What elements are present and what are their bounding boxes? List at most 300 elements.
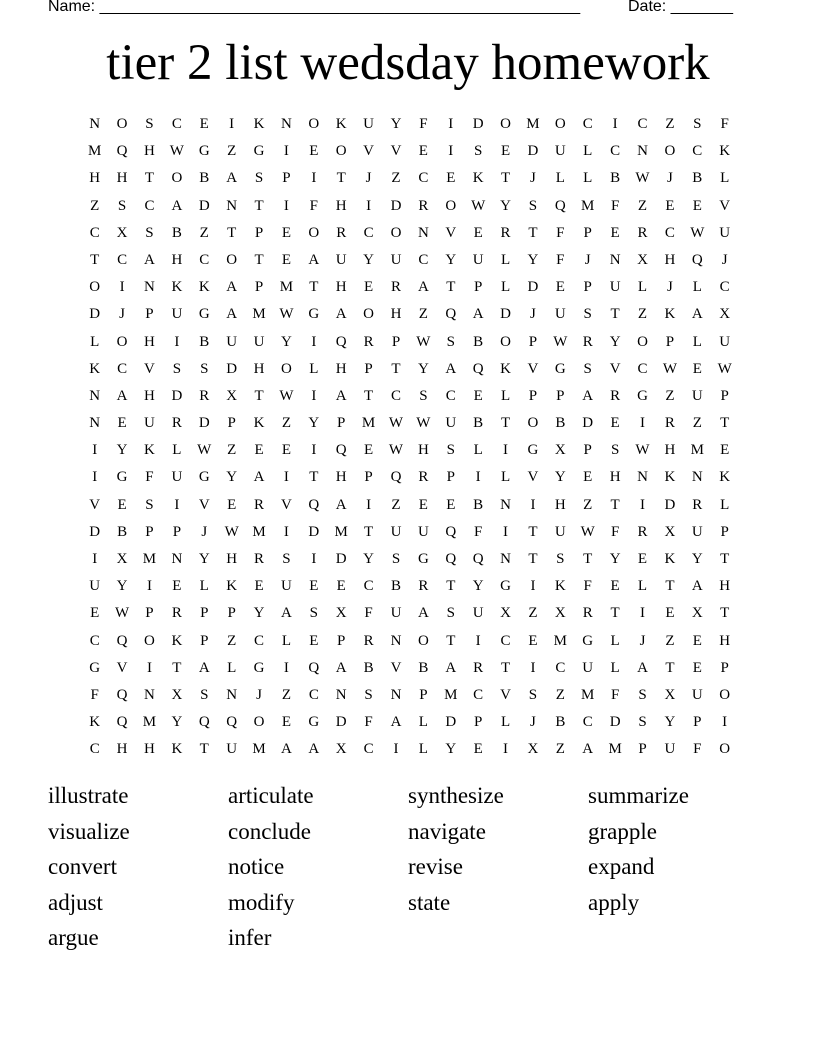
grid-cell: E [281,224,292,241]
grid-cell: C [637,116,648,132]
grid-cell: T [90,251,100,268]
grid-cell: A [226,279,238,296]
grid-cell: O [664,143,676,160]
grid-cell: X [335,741,347,758]
grid-cell: O [171,170,183,187]
grid-cell: T [199,741,209,758]
grid-cell: Y [198,551,210,567]
grid-cell: I [530,659,536,676]
grid-cell: S [282,551,291,567]
grid-cell: T [500,170,511,187]
grid-cell: F [610,523,620,540]
grid-cell: P [528,387,538,404]
grid-row [81,736,738,763]
grid-cell: I [146,659,152,676]
grid-cell: I [92,469,98,486]
grid-cell: R [500,224,511,241]
grid-cell: I [530,578,536,595]
grid-cell: A [308,741,320,758]
grid-cell: A [417,279,429,296]
grid-cell: V [198,496,210,513]
grid-cell: U [171,469,183,486]
grid-cell: T [528,224,538,241]
grid-cell: N [390,632,402,649]
grid-cell: O [308,224,320,241]
grid-cell: C [254,632,265,649]
grid-cell: U [363,116,375,132]
grid-cell: M [142,551,157,567]
grid-cell: R [582,605,593,622]
grid-cell: I [311,551,317,567]
grid-cell: T [583,551,593,567]
grid-cell: T [500,659,511,676]
grid-cell: V [445,224,457,241]
grid-cell: U [719,333,731,350]
word-list-item: convert [48,854,117,880]
grid-cell: H [335,360,347,377]
grid-cell: X [116,551,128,567]
grid-cell: P [720,659,729,676]
grid-cell: F [309,197,318,214]
grid-cell: W [690,224,705,241]
grid-cell: E [473,741,483,758]
grid-cell: L [555,170,565,187]
grid-cell: I [229,116,235,132]
grid-cell: K [335,116,347,132]
grid-cell: M [361,415,376,432]
grid-cell: D [527,279,539,296]
grid-cell: W [635,442,650,459]
grid-cell: C [582,714,593,731]
grid-cell: W [224,523,239,540]
grid-cell: J [530,170,536,187]
word-list-item: infer [228,925,272,951]
grid-cell: E [309,632,319,649]
grid-cell: H [89,170,101,187]
grid-cell: T [391,360,401,377]
grid-cell: P [446,469,455,486]
grid-cell: P [145,306,154,323]
grid-row [81,464,738,491]
grid-cell: N [226,197,238,214]
grid-cell: R [199,387,210,404]
grid-cell: J [666,279,673,296]
grid-cell: R [363,333,374,350]
grid-cell: Z [555,741,565,758]
grid-cell: B [117,523,128,540]
grid-cell: B [555,415,566,432]
grid-cell: H [116,741,128,758]
grid-cell: C [555,659,566,676]
grid-cell: W [662,360,677,377]
grid-cell: Q [445,306,457,323]
grid-cell: E [446,170,456,187]
grid-cell: L [418,714,428,731]
grid-cell: L [500,714,511,731]
grid-cell: H [144,741,155,758]
grid-row [81,410,738,437]
grid-cell: P [720,523,729,540]
grid-cell: J [530,306,536,323]
grid-cell: E [309,143,319,160]
grid-cell: X [527,741,539,758]
grid-cell: R [473,659,484,676]
grid-cell: O [116,116,128,132]
grid-cell: J [584,251,591,268]
grid-cell: O [144,632,155,649]
grid-cell: I [146,578,152,595]
grid-cell: B [171,224,182,241]
grid-cell: H [116,170,128,187]
grid-cell: E [364,279,374,296]
grid-cell: P [145,605,154,622]
grid-cell: D [500,306,511,323]
grid-cell: C [89,741,100,758]
grid-cell: B [390,578,401,595]
grid-row [81,329,738,356]
grid-cell: S [528,197,538,214]
grid-cell: F [610,686,620,703]
grid-cell: N [609,251,621,268]
grid-cell: X [664,686,676,703]
grid-cell: N [226,686,238,703]
grid-cell: W [279,387,294,404]
grid-cell: T [446,578,456,595]
grid-cell: E [610,578,620,595]
grid-cell: W [717,360,732,377]
grid-cell: W [388,415,404,432]
grid-cell: A [417,605,429,622]
grid-cell: E [692,632,702,649]
grid-cell: Y [253,605,265,622]
grid-cell: E [281,442,292,459]
grid-cell: I [640,496,645,513]
grid-cell: A [582,387,594,404]
grid-cell: K [664,306,676,323]
grid-cell: E [309,578,319,595]
grid-cell: I [283,197,289,214]
grid-cell: U [472,251,484,268]
grid-cell: D [89,306,101,323]
grid-cell: P [583,224,592,241]
grid-cell: T [364,523,374,540]
name-field-label: Name: ______________________________________________________ [48,0,581,15]
grid-cell: G [637,387,648,404]
grid-cell: H [664,442,676,459]
grid-cell: K [500,360,511,377]
grid-cell: M [553,632,567,649]
grid-cell: F [364,714,373,731]
grid-cell: I [475,632,481,649]
grid-cell: Y [609,333,621,350]
grid-cell: T [665,578,675,595]
grid-cell: T [254,197,264,214]
grid-cell: E [117,496,127,513]
grid-cell: A [226,306,238,323]
grid-cell: M [142,714,157,731]
word-list-item: summarize [588,783,689,808]
grid-cell: I [311,442,317,459]
grid-cell: W [388,442,404,459]
grid-cell: N [281,116,292,132]
grid-cell: U [390,605,402,622]
grid-cell: V [527,360,539,377]
grid-cell: G [417,551,429,567]
grid-cell: Q [308,659,320,676]
grid-cell: V [281,496,292,513]
grid-cell: P [391,333,401,350]
grid-cell: E [254,578,264,595]
grid-cell: U [226,741,238,758]
grid-cell: B [692,170,703,187]
grid-cell: I [283,143,289,160]
grid-cell: E [172,578,182,595]
grid-cell: N [144,686,155,703]
grid-cell: T [610,306,620,323]
grid-cell: W [635,170,650,187]
grid-cell: T [500,415,511,432]
grid-cell: A [582,741,594,758]
grid-cell: U [390,251,402,268]
grid-cell: U [445,415,457,432]
grid-row [81,519,738,546]
grid-cell: Y [472,578,484,595]
grid-cell: S [446,605,455,622]
grid-cell: C [418,170,429,187]
grid-cell: V [116,659,128,676]
word-list-item: synthesize [408,783,504,808]
grid-cell: R [637,224,648,241]
grid-cell: U [253,333,265,350]
grid-cell: P [583,279,592,296]
grid-cell: I [612,116,618,132]
grid-cell: M [252,741,266,758]
grid-cell: P [282,170,291,187]
grid-cell: A [144,251,155,268]
grid-cell: Y [527,251,539,268]
grid-cell: E [281,251,292,268]
grid-cell: B [199,333,210,350]
grid-cell: D [527,143,539,160]
grid-cell: L [583,143,593,160]
grid-cell: B [363,659,374,676]
grid-cell: H [335,279,347,296]
grid-cell: E [281,714,292,731]
grid-cell: N [500,496,511,513]
grid-cell: Z [227,632,237,649]
grid-cell: A [308,251,320,268]
grid-cell: N [637,469,648,486]
grid-cell: Y [554,469,566,486]
grid-cell: X [335,605,347,622]
grid-cell: O [500,116,511,132]
grid-cell: U [719,224,731,241]
grid-cell: O [417,632,429,649]
grid-cell: X [554,605,566,622]
grid-row [81,138,738,165]
grid-cell: H [253,360,265,377]
grid-cell: F [556,224,565,241]
grid-cell: E [473,387,483,404]
grid-cell: L [199,578,209,595]
grid-cell: D [664,496,676,513]
date-field-label: Date: _______ [628,0,733,15]
grid-cell: Z [227,143,237,160]
grid-cell: Y [226,469,238,486]
word-list-item: visualize [48,818,130,844]
grid-cell: M [581,197,595,214]
grid-cell: R [418,197,429,214]
grid-row [81,709,738,736]
grid-cell: V [89,496,101,513]
grid-cell: V [527,469,539,486]
grid-cell: S [145,496,154,513]
grid-cell: D [308,523,320,540]
grid-cell: Y [116,578,128,595]
grid-cell: D [89,523,101,540]
grid-cell: Z [583,496,593,513]
grid-cell: D [445,714,457,731]
grid-cell: E [473,224,483,241]
grid-cell: M [444,686,458,703]
grid-cell: B [473,415,484,432]
grid-cell: T [528,523,538,540]
grid-cell: N [335,686,347,703]
grid-cell: K [253,415,265,432]
grid-cell: R [254,551,265,567]
grid-cell: N [417,224,429,241]
word-list-item: state [408,889,451,915]
grid-cell: U [582,659,594,676]
grid-cell: L [610,659,620,676]
grid-cell: E [583,469,593,486]
grid-cell: I [283,469,289,486]
word-list-item: articulate [228,783,314,808]
grid-cell: C [117,360,128,377]
grid-cell: F [583,578,592,595]
grid-cell: Q [335,442,347,459]
grid-cell: Y [500,197,511,214]
grid-cell: E [692,197,702,214]
grid-cell: Q [554,197,566,214]
grid-cell: Q [116,714,128,731]
grid-cell: F [556,251,565,268]
grid-cell: I [92,551,98,567]
grid-cell: U [691,387,703,404]
grid-cell: E [418,143,428,160]
grid-cell: K [89,360,101,377]
grid-cell: P [200,605,209,622]
grid-cell: Y [281,333,292,350]
grid-cell: P [638,741,647,758]
grid-cell: M [252,523,266,540]
grid-cell: A [637,659,648,676]
grid-row [81,220,738,247]
grid-cell: C [610,143,621,160]
grid-cell: C [445,387,456,404]
grid-cell: N [691,469,703,486]
grid-cell: I [640,415,645,432]
grid-cell: Q [198,714,210,731]
grid-cell: A [445,659,457,676]
grid-cell: M [88,143,102,160]
grid-cell: E [637,551,648,567]
grid-row [81,546,738,573]
grid-cell: M [334,523,348,540]
grid-cell: X [554,442,566,459]
grid-cell: F [610,197,620,214]
grid-cell: V [719,197,731,214]
grid-cell: E [720,442,730,459]
grid-cell: A [116,387,128,404]
grid-cell: I [311,387,317,404]
grid-cell: C [418,251,429,268]
grid-cell: S [172,360,182,377]
grid-cell: Y [308,415,320,432]
grid-cell: R [336,224,347,241]
grid-cell: T [364,387,374,404]
grid-cell: K [554,578,566,595]
grid-cell: P [665,333,675,350]
grid-cell: K [89,714,101,731]
grid-cell: I [530,496,536,513]
grid-cell: C [473,686,484,703]
grid-cell: R [582,333,593,350]
grid-cell: R [664,415,675,432]
grid-row [81,111,738,138]
grid-cell: Z [665,116,675,132]
grid-cell: U [417,523,429,540]
grid-cell: H [390,306,402,323]
grid-cell: G [198,469,210,486]
grid-cell: Y [609,551,621,567]
grid-cell: T [309,469,319,486]
grid-cell: T [254,387,264,404]
grid-cell: L [610,632,620,649]
word-list-column [588,778,768,956]
grid-cell: K [198,279,210,296]
grid-cell: I [640,605,645,622]
grid-cell: T [610,605,620,622]
grid-cell: D [390,197,402,214]
grid-cell: P [419,686,428,703]
grid-cell: M [581,686,595,703]
grid-cell: G [253,659,265,676]
grid-cell: Z [418,306,428,323]
grid-cell: N [89,387,101,404]
word-list-item: modify [228,889,295,915]
grid-cell: T [309,279,319,296]
grid-cell: Y [664,714,676,731]
grid-cell: R [171,415,182,432]
grid-cell: O [89,279,101,296]
grid-cell: A [281,605,292,622]
grid-cell: X [719,306,731,323]
word-list-item: expand [588,854,655,880]
grid-cell: R [171,605,182,622]
grid-cell: Z [637,306,648,323]
grid-cell: P [528,333,538,350]
grid-cell: Y [445,251,457,268]
grid-cell: I [448,116,454,132]
grid-cell: W [471,197,486,214]
grid-cell: U [281,578,292,595]
grid-cell: Z [199,224,209,241]
grid-cell: R [363,632,374,649]
grid-cell: S [610,442,620,459]
grid-cell: X [226,387,238,404]
grid-cell: F [473,523,483,540]
